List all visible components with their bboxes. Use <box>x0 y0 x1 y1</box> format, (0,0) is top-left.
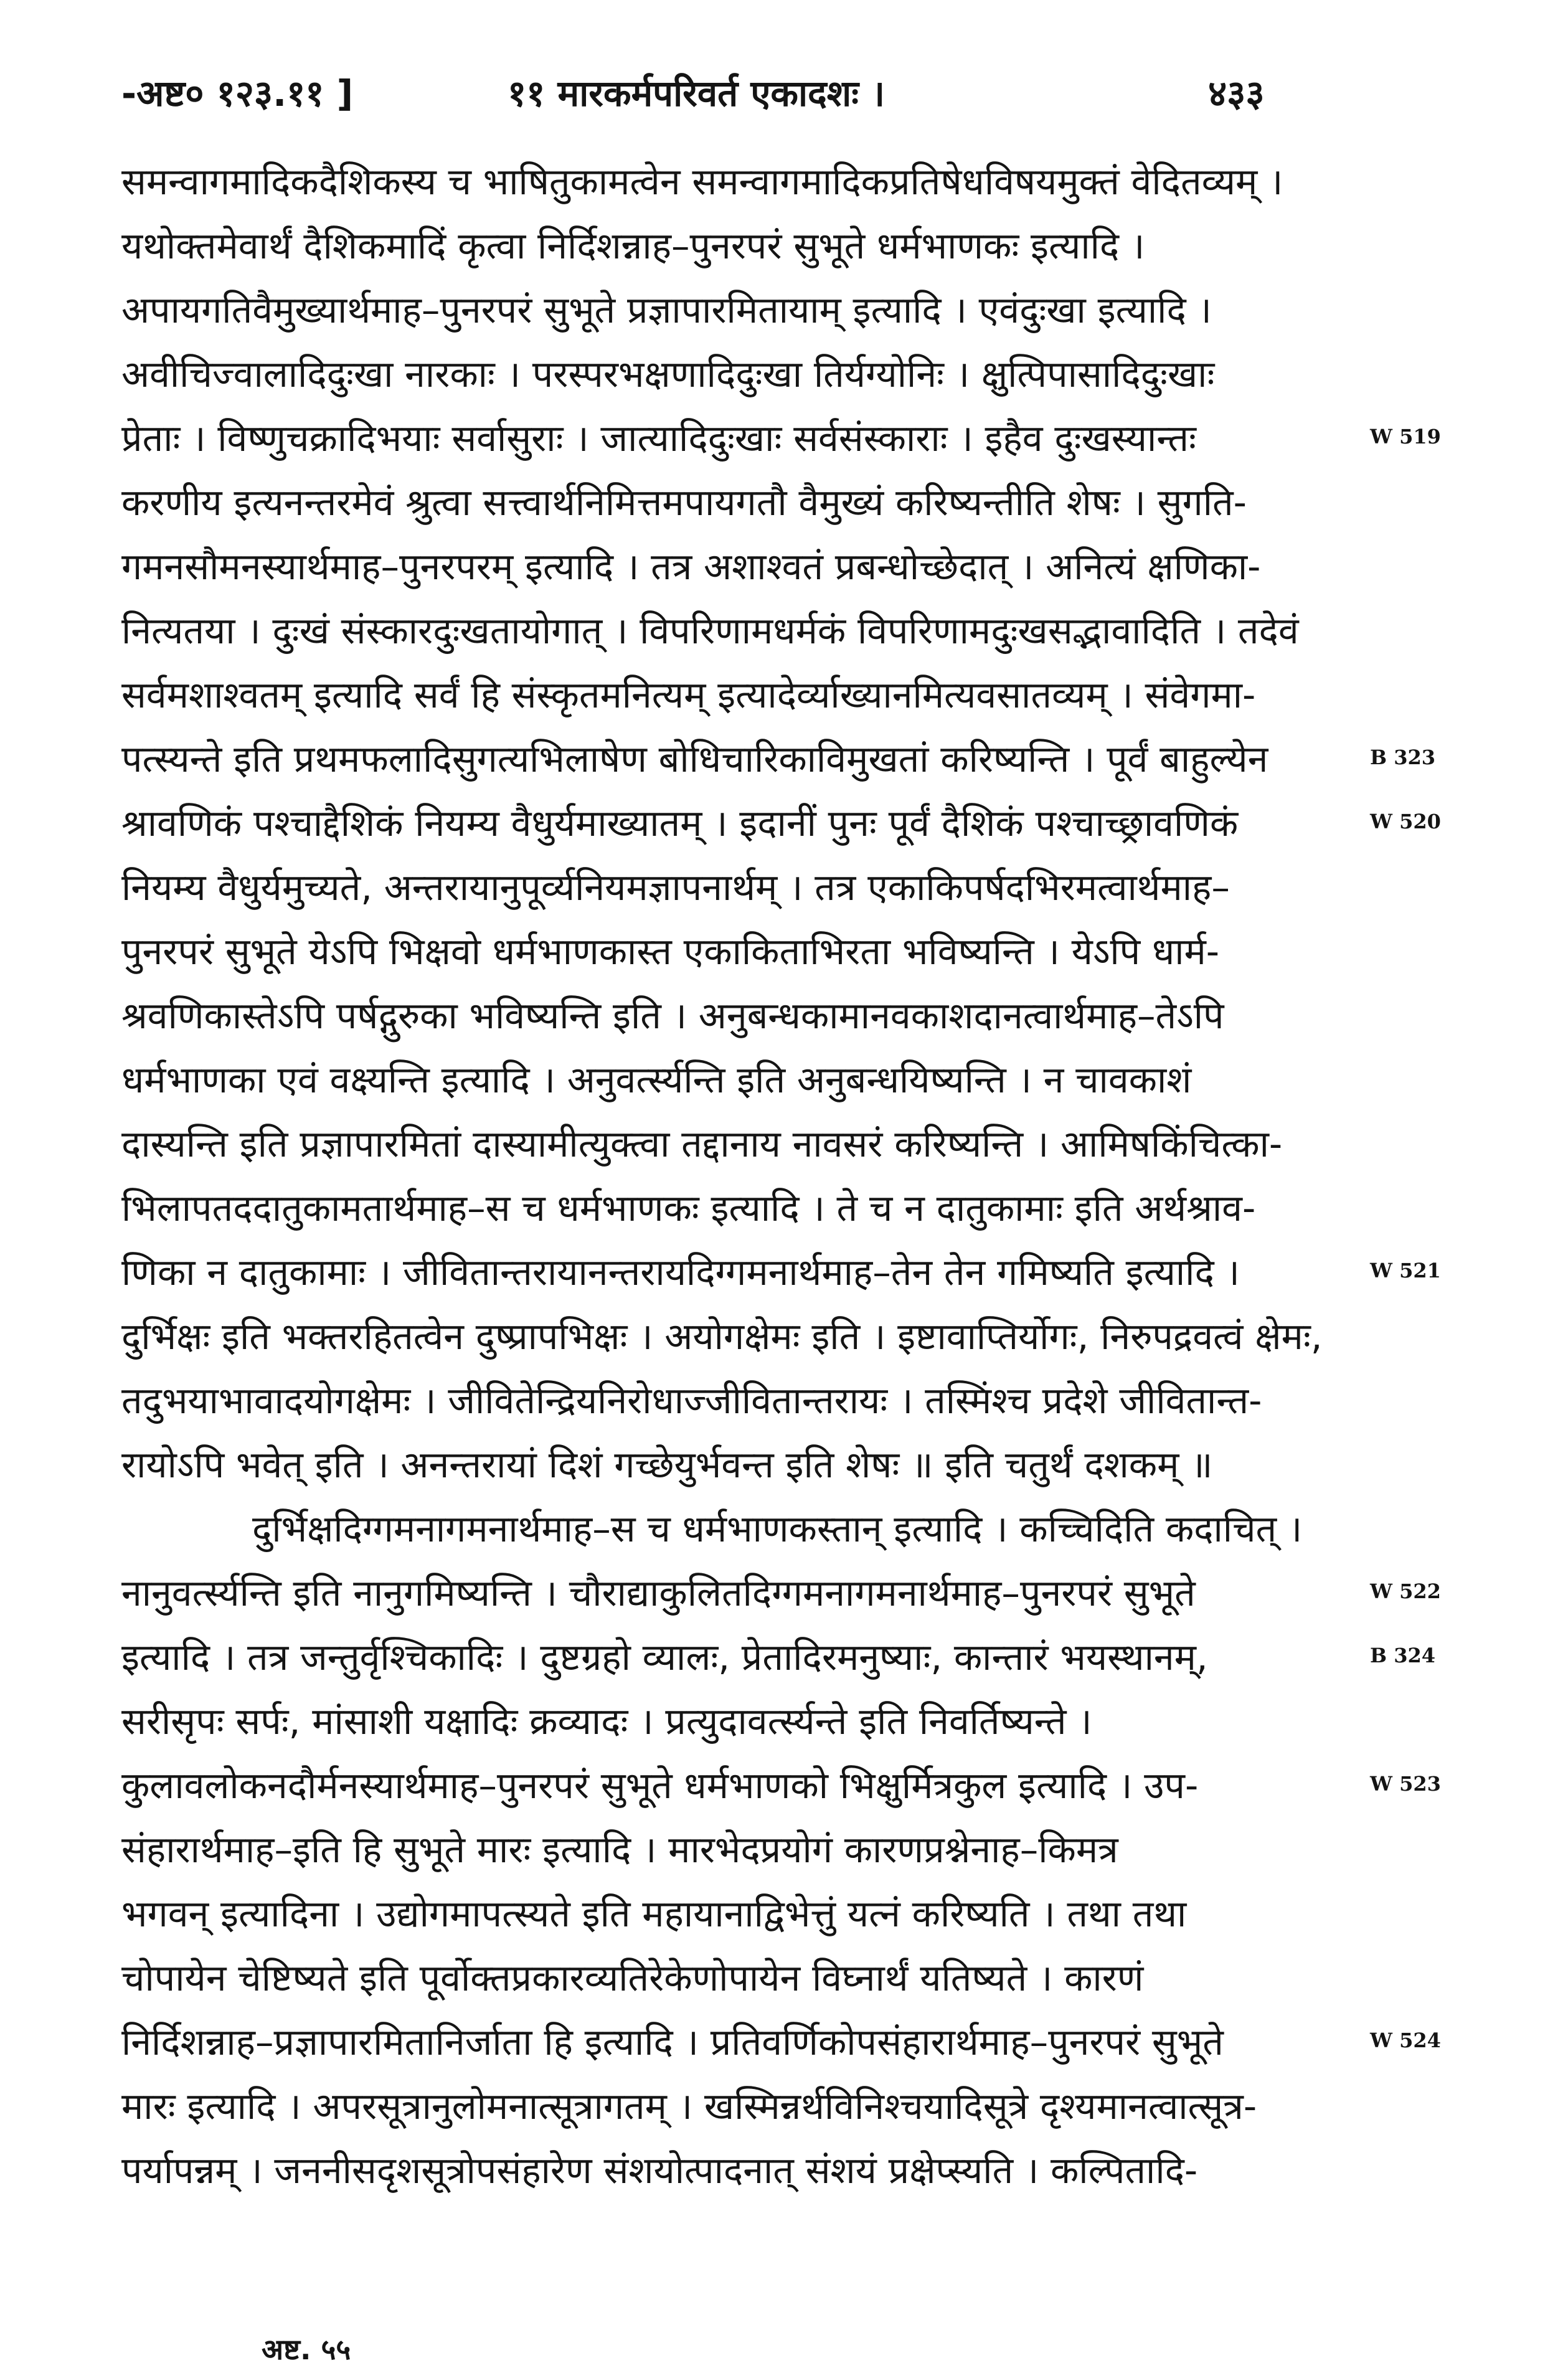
text-line <box>121 1689 1336 1753</box>
margin-reference: W 524 <box>1370 2029 1441 2052</box>
margin-reference: W 521 <box>1370 1259 1441 1282</box>
margin-reference: W 519 <box>1370 425 1441 448</box>
text-line-content: करणीय इत्यनन्तरमेवं श्रुत्वा सत्त्वार्थनिमित्तमपायगतौ वैमुख्यं करिष्यन्तीति शेषः । सुगति- <box>121 481 1247 524</box>
text-line-content: पत्स्यन्ते इति प्रथमफलादिसुगत्यभिलाषेण बोधिचारिकाविमुखतां करिष्यन्ति । पूर्वं बाहुल्येन <box>121 737 1268 780</box>
text-line-content: संहारार्थमाह–इति हि सुभूते मारः इत्यादि । मारभेदप्रयोगं कारणप्रश्नेनाह–किमत्र <box>121 1828 1118 1871</box>
text-line-content: पर्यापन्नम् । जननीसदृशसूत्रोपसंहारेण संशयोत्पादनात् संशयं प्रक्षेप्स्यति । कल्पितादि- <box>121 2149 1198 2192</box>
commentary-text <box>121 149 1336 2202</box>
text-line <box>121 534 1336 599</box>
header-chapter-title: ११ मारकर्मपरिवर्त एकादशः । <box>508 72 886 115</box>
header-section-ref: -अष्ट० १२३.११ ] <box>121 72 354 115</box>
text-line <box>121 1817 1336 1882</box>
text-line <box>121 342 1336 406</box>
text-line-content: अपायगतिवैमुख्यार्थमाह–पुनरपरं सुभूते प्रज्ञापारमितायाम् इत्यादि । एवंदुःखा इत्यादि । <box>121 288 1212 331</box>
text-line <box>121 2010 1336 2074</box>
text-line-content: प्रेताः । विष्णुचक्रादिभयाः सर्वासुराः । जात्यादिदुःखाः सर्वसंस्काराः । इहैव दुःखस्यान्तः <box>121 417 1196 460</box>
text-line-content: निर्दिशन्नाह–प्रज्ञापारमितानिर्जाता हि इत्यादि । प्रतिवर्णिकोपसंहारार्थमाह–पुनरपरं सुभूते <box>121 2020 1224 2063</box>
text-line <box>121 2074 1336 2138</box>
text-line-content: मारः इत्यादि । अपरसूत्रानुलोमनात्सूत्रागतम् । खस्मिन्नर्थविनिश्चयादिसूत्रे दृश्यमानत्वात्सूत्र- <box>121 2085 1257 2128</box>
text-line <box>121 1240 1336 1304</box>
text-line-content: नियम्य वैधुर्यमुच्यते, अन्तरायानुपूर्व्यनियमज्ञापनार्थम् । तत्र एकाकिपर्षदभिरमत्वार्थमाह– <box>121 866 1230 909</box>
margin-reference: W 523 <box>1370 1772 1441 1796</box>
text-line-content: रायोऽपि भवेत् इति । अनन्तरायां दिशं गच्छेयुर्भवन्त इति शेषः ॥ इति चतुर्थं दशकम् ॥ <box>121 1443 1213 1486</box>
text-line-content: समन्वागमादिकदैशिकस्य च भाषितुकामत्वेन समन्वागमादिकप्रतिषेधविषयमुक्तं वेदितव्यम् । <box>121 160 1283 203</box>
text-line <box>121 663 1336 727</box>
text-line-content: चोपायेन चेष्टिष्यते इति पूर्वोक्तप्रकारव्यतिरेकेणोपायेन विघ्नार्थं यतिष्यते । कारणं <box>121 1956 1144 1999</box>
text-line <box>121 1368 1336 1433</box>
text-line-content: यथोक्तमेवार्थं दैशिकमादिं कृत्वा निर्दिशन्नाह–पुनरपरं सुभूते धर्मभाणकः इत्यादि । <box>121 224 1145 267</box>
text-line <box>121 149 1336 214</box>
text-line <box>121 1882 1336 1946</box>
text-line-content: धर्मभाणका एवं वक्ष्यन्ति इत्यादि । अनुवर्त्स्यन्ति इति अनुबन्धयिष्यन्ति । न चावकाशं <box>121 1058 1192 1101</box>
text-line-content: श्रवणिकास्तेऽपि पर्षद्गुरुका भविष्यन्ति इति । अनुबन्धकामानवकाशदानत्वार्थमाह–तेऽपि <box>121 994 1224 1037</box>
text-line-content: दुर्भिक्षः इति भक्तरहितत्वेन दुष्प्रापभिक्षः । अयोगक्षेमः इति । इष्टावाप्तिर्योगः, निरुपद्रवत्वं क्षेमः, <box>121 1315 1323 1358</box>
text-line <box>121 791 1336 855</box>
text-line-content: नित्यतया । दुःखं संस्कारदुःखतायोगात् । विपरिणामधर्मकं विपरिणामदुःखसद्भावादिति । तदेवं <box>121 609 1299 652</box>
text-line <box>121 919 1336 983</box>
text-line-content: इत्यादि । तत्र जन्तुर्वृश्चिकादिः । दुष्टग्रहो व्यालः, प्रेतादिरमनुष्याः, कान्तारं भयस्थानम्, <box>121 1636 1208 1679</box>
text-line-content: दास्यन्ति इति प्रज्ञापारमितां दास्यामीत्युक्त्वा तद्दानाय नावसरं करिष्यन्ति । आमिषकिंचित्का- <box>121 1122 1283 1165</box>
text-line-content: गमनसौमनस्यार्थमाह–पुनरपरम् इत्यादि । तत्र अशाश्वतं प्रबन्धोच्छेदात् । अनित्यं क्षणिका- <box>121 545 1261 588</box>
header-page-number: ४३३ <box>1208 72 1265 115</box>
text-line <box>121 1304 1336 1368</box>
text-line <box>121 1625 1336 1689</box>
text-line-content: कुलावलोकनदौर्मनस्यार्थमाह–पुनरपरं सुभूते धर्मभाणको भिक्षुर्मित्रकुल इत्यादि । उप- <box>121 1764 1199 1807</box>
text-line-content: भिलापतददातुकामतार्थमाह–स च धर्मभाणकः इत्यादि । ते च न दातुकामाः इति अर्थश्राव- <box>121 1186 1256 1229</box>
text-line <box>121 1753 1336 1817</box>
margin-reference: W 522 <box>1370 1580 1441 1603</box>
text-line <box>121 470 1336 534</box>
text-line <box>121 983 1336 1048</box>
text-line-content: अवीचिज्वालादिदुःखा नारकाः । परस्परभक्षणादिदुःखा तिर्यग्योनिः । क्षुत्पिपासादिदुःखाः <box>121 353 1215 396</box>
text-line <box>121 1048 1336 1112</box>
text-line <box>121 406 1336 470</box>
text-line-content: श्रावणिकं पश्चाद्दैशिकं नियम्य वैधुर्यमाख्यातम् । इदानीं पुनः पूर्वं दैशिकं पश्चाच्छ्रावणिकं <box>121 802 1239 845</box>
text-line <box>121 214 1336 278</box>
page-footer-signature: अष्ट. ५५ <box>262 2333 351 2366</box>
text-line-content: सर्वमशाश्वतम् इत्यादि सर्वं हि संस्कृतमनित्यम् इत्यादेर्व्याख्यानमित्यवसातव्यम् । संवेगमा- <box>121 673 1256 716</box>
text-line <box>121 855 1336 919</box>
text-line <box>121 278 1336 342</box>
text-line-content: णिका न दातुकामाः । जीवितान्तरायानन्तरायदिग्गमनार्थमाह–तेन तेन गमिष्यति इत्यादि । <box>121 1251 1240 1294</box>
text-line-content: तदुभयाभावादयोगक्षेमः । जीवितेन्द्रियनिरोधाज्जीवितान्तरायः । तस्मिंश्च प्रदेशे जीवितान्त- <box>121 1379 1262 1422</box>
page-header <box>121 59 1367 128</box>
margin-reference: B 323 <box>1370 746 1435 769</box>
text-line <box>121 1946 1336 2010</box>
text-line <box>121 1176 1336 1240</box>
text-line-content: नानुवर्त्स्यन्ति इति नानुगमिष्यन्ति । चौराद्याकुलितदिग्गमनागमनार्थमाह–पुनरपरं सुभूते <box>121 1571 1196 1614</box>
text-line <box>121 1433 1336 1497</box>
text-line <box>121 2138 1336 2202</box>
margin-reference: W 520 <box>1370 810 1441 833</box>
text-line-content: सरीसृपः सर्पः, मांसाशी यक्षादिः क्रव्यादः । प्रत्युदावर्त्स्यन्ते इति निवर्तिष्यन्ते । <box>121 1700 1092 1743</box>
text-line <box>121 727 1336 791</box>
text-line-content: पुनरपरं सुभूते येऽपि भिक्षवो धर्मभाणकास्त एकाकिताभिरता भविष्यन्ति । येऽपि धार्म- <box>121 930 1220 973</box>
text-line <box>121 1112 1336 1176</box>
text-line <box>121 1497 1336 1561</box>
text-line-content: दुर्भिक्षदिग्गमनागमनार्थमाह–स च धर्मभाणकस्तान् इत्यादि । कच्चिदिति कदाचित् । <box>252 1507 1303 1550</box>
text-line <box>121 599 1336 663</box>
margin-reference: B 324 <box>1370 1644 1435 1667</box>
text-line-content: भगवन् इत्यादिना । उद्योगमापत्स्यते इति महायानाद्विभेत्तुं यत्नं करिष्यति । तथा तथा <box>121 1892 1187 1935</box>
text-line <box>121 1561 1336 1625</box>
